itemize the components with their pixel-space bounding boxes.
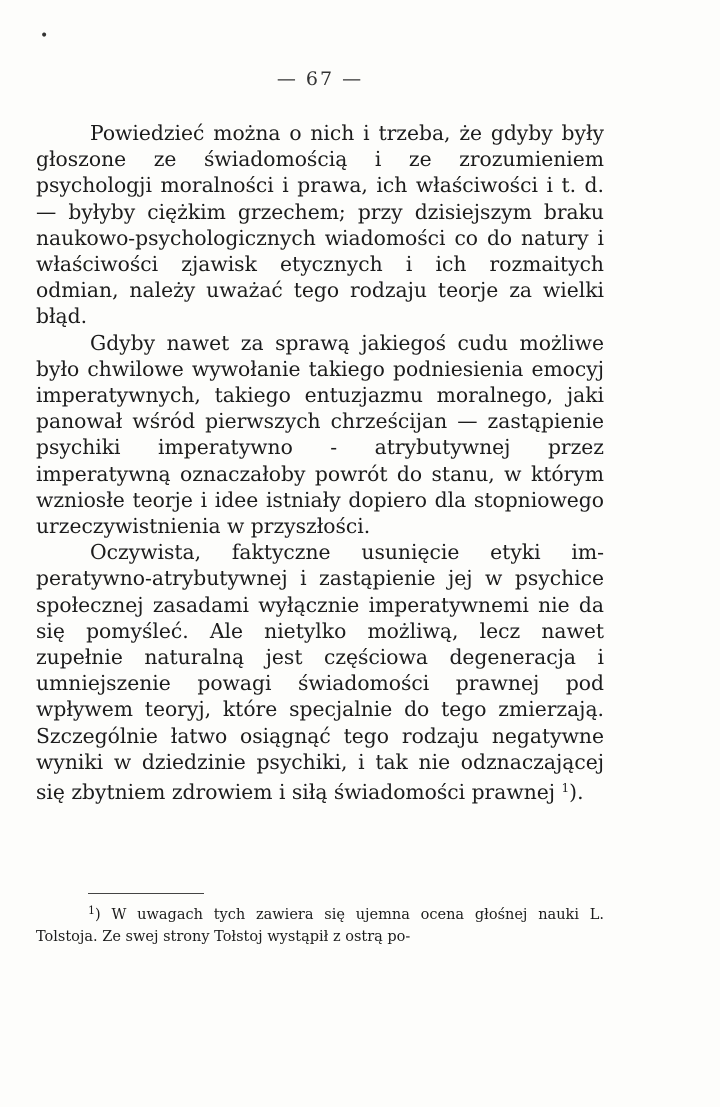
page-number: — 67 — (276, 68, 364, 90)
footnote-text: ) W uwagach tych zawiera się ujemna ocena głośnej nauki L. Tolstoja. Ze swej strony Tołstoj wystąpił z ostrą po- (36, 907, 604, 945)
footnote-divider (88, 893, 204, 894)
footnote-marker: 1 (88, 904, 95, 917)
paragraph-3 (36, 539, 604, 805)
footnote-reference: 1 (561, 781, 570, 796)
paragraph-1: Powiedzieć można o nich i trzeba, że gdyby były głoszone ze świadomością i ze zrozumieniem psychologji moralności i prawa, ich właściwości i t. d. — byłyby ciężkim grzechem; przy dzisiejszym braku naukowo-psychologicznych wiadomości co do natury i właściwości zjawisk etycznych i ich rozmaitych odmian, należy uważać tego rodzaju teorje za wielki błąd. (36, 121, 604, 329)
page-speck: • (40, 28, 49, 44)
paragraph-3-text: Oczywista, faktyczne usunięcie etyki imperatywno-atrybutywnej i zastąpienie jej w psychice społecznej zasadami wyłącznie imperatywnemi nie da się pomyśleć. Ale nietylko możliwą, lecz nawet zupełnie naturalną jest częściowa degeneracja i umniejszenie powagi świadomości prawnej pod wpływem teoryj, które specjalnie do tego zmierzają. Szczególnie łatwo osiągnąć tego rodzaju negatywne wyniki w dziedzinie psychiki, i tak nie odznaczającej się zbytniem zdrowiem i siłą świadomości prawnej (36, 540, 604, 805)
paragraph-3-end: ). (569, 780, 584, 805)
paragraph-2: Gdyby nawet za sprawą jakiegoś cudu możliwe było chwilowe wywołanie takiego podniesienia emocyj imperatywnych, takiego entuzjazmu moralnego, jaki panował wśród pierwszych chrześcijan — zastąpienie psychiki imperatywno - atrybutywnej przez imperatywną oznaczałoby powrót do stanu, w którym wzniosłe teorje i idee istniały dopiero dla stopniowego urzeczywistnienia w przyszłości. (36, 330, 604, 539)
footnote (36, 900, 604, 948)
body-text (36, 120, 604, 805)
